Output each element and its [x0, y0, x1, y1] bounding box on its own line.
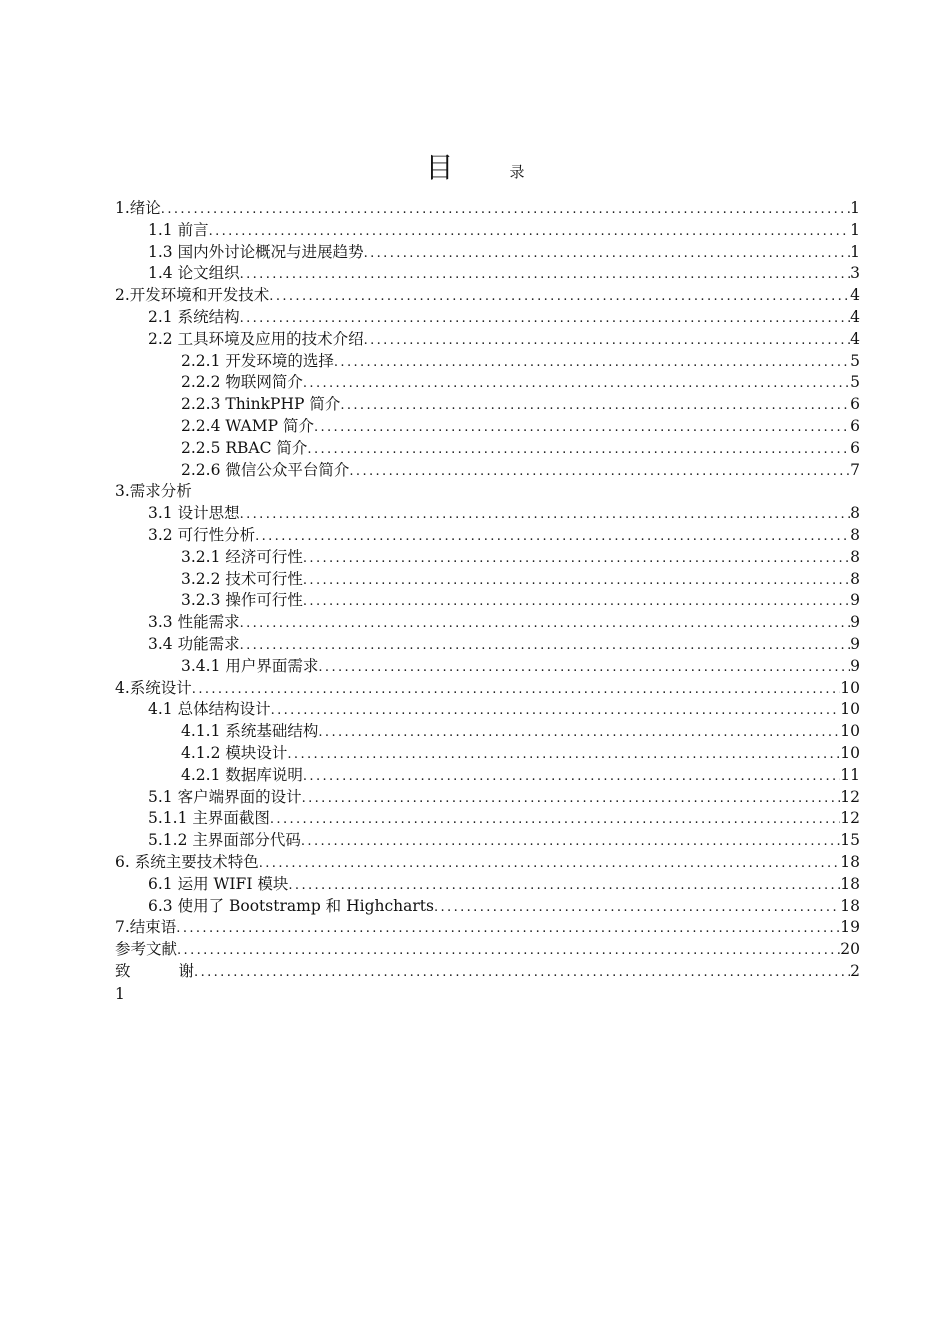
leader-dots	[270, 809, 840, 831]
toc-label: 3.2.2 技术可行性	[181, 569, 303, 588]
toc-page: 4	[850, 307, 860, 326]
ack-char-1: 致	[115, 961, 131, 980]
toc-entry[interactable]	[115, 917, 860, 939]
toc-page: 3	[850, 264, 860, 283]
toc-entry[interactable]	[115, 438, 860, 460]
leader-dots	[349, 461, 850, 483]
toc-entry[interactable]	[115, 612, 860, 634]
toc-page: 6	[850, 395, 860, 414]
toc-entry[interactable]	[115, 372, 860, 394]
toc-entry[interactable]	[115, 503, 860, 525]
toc-page: 10	[840, 678, 860, 697]
toc-entry[interactable]	[115, 351, 860, 373]
toc-label-acknowledgement	[115, 961, 194, 983]
leader-dots	[240, 613, 851, 635]
toc-entry[interactable]	[115, 329, 860, 351]
leader-dots	[303, 570, 850, 592]
toc-label: 2.1 系统结构	[148, 307, 240, 326]
toc-entry[interactable]	[115, 961, 860, 983]
leader-dots	[255, 526, 850, 548]
toc-page: 4	[850, 329, 860, 348]
toc-page: 12	[840, 809, 860, 828]
toc-label: 2.2.6 微信公众平台简介	[181, 460, 350, 479]
leader-dots	[303, 766, 840, 788]
toc-label: 5.1.2 主界面部分代码	[148, 831, 301, 850]
toc-entry[interactable]	[115, 874, 860, 896]
leader-dots	[161, 199, 850, 221]
toc-label: 4.1 总体结构设计	[148, 700, 271, 719]
toc-page: 18	[840, 896, 860, 915]
toc-entry[interactable]	[115, 939, 860, 961]
toc-page: 6	[850, 416, 860, 435]
toc-entry[interactable]	[115, 634, 860, 656]
toc-entry[interactable]	[115, 852, 860, 874]
leader-dots	[301, 831, 840, 853]
toc-entry[interactable]	[115, 699, 860, 721]
toc-page: 4	[850, 286, 860, 305]
ack-char-2: 谢	[178, 961, 195, 980]
leader-dots	[269, 286, 850, 308]
toc-page: 9	[850, 634, 860, 653]
toc-label: 3.3 性能需求	[148, 613, 240, 632]
toc-page: 5	[850, 373, 860, 392]
leader-dots	[314, 417, 850, 439]
toc-entry[interactable]	[115, 830, 860, 852]
toc-label: 3.4 功能需求	[148, 634, 240, 653]
toc-page: 10	[840, 743, 860, 762]
leader-dots	[334, 352, 850, 374]
toc-entry[interactable]	[115, 590, 860, 612]
leader-dots	[240, 308, 851, 330]
toc-label: 4.2.1 数据库说明	[181, 765, 303, 784]
toc-label: 2.2.1 开发环境的选择	[181, 351, 334, 370]
leader-dots	[271, 700, 841, 722]
toc-entry[interactable]	[115, 525, 860, 547]
toc-entry[interactable]	[115, 220, 860, 242]
toc-page: 10	[840, 722, 860, 741]
toc-entry[interactable]	[115, 787, 860, 809]
toc-page: 18	[840, 874, 860, 893]
toc-entry[interactable]	[115, 242, 860, 264]
toc-label: 4.1.2 模块设计	[181, 743, 288, 762]
toc-page: 9	[850, 613, 860, 632]
toc-label: 3.2 可行性分析	[148, 525, 256, 544]
toc-page: 19	[840, 918, 860, 937]
toc-page: 6	[850, 438, 860, 457]
toc-page: 9	[850, 591, 860, 610]
toc-entry[interactable]	[115, 547, 860, 569]
leader-dots	[340, 395, 850, 417]
toc-entry[interactable]	[115, 394, 860, 416]
leader-dots	[259, 853, 841, 875]
leader-dots	[364, 243, 851, 265]
table-of-contents	[115, 198, 860, 983]
toc-label: 6.1 运用 WIFI 模块	[148, 874, 289, 893]
toc-entry[interactable]	[115, 481, 860, 503]
leader-dots	[364, 330, 851, 352]
toc-page: 18	[840, 852, 860, 871]
toc-label: 7.结束语	[115, 918, 177, 937]
toc-label: 2.2.4 WAMP 简介	[181, 416, 314, 435]
leader-dots	[303, 548, 850, 570]
leader-dots	[318, 657, 850, 679]
leader-dots	[240, 635, 851, 657]
page-number-tail: 1	[115, 985, 125, 1003]
toc-title	[0, 146, 950, 186]
toc-page: 8	[850, 525, 860, 544]
leader-dots	[303, 591, 850, 613]
leader-dots	[240, 504, 851, 526]
toc-label: 4.系统设计	[115, 678, 192, 697]
toc-page: 9	[850, 656, 860, 675]
toc-label: 3.4.1 用户界面需求	[181, 656, 319, 675]
leader-dots	[176, 918, 840, 940]
toc-page: 10	[840, 700, 860, 719]
toc-label: 3.1 设计思想	[148, 504, 240, 523]
leader-dots	[288, 875, 840, 897]
toc-label: 4.1.1 系统基础结构	[181, 722, 319, 741]
toc-label: 3.2.3 操作可行性	[181, 591, 303, 610]
toc-page: 11	[840, 765, 860, 784]
toc-page: 8	[850, 547, 860, 566]
toc-entry[interactable]	[115, 656, 860, 678]
toc-label: 3.需求分析	[115, 482, 192, 501]
toc-page: 20	[840, 940, 860, 959]
toc-label: 3.2.1 经济可行性	[181, 547, 303, 566]
toc-page: 1	[850, 199, 860, 217]
toc-entry[interactable]	[115, 285, 860, 307]
toc-label: 6. 系统主要技术特色	[115, 852, 259, 871]
toc-page: 2	[850, 961, 860, 980]
toc-label: 2.2 工具环境及应用的技术介绍	[148, 329, 364, 348]
toc-page: 8	[850, 504, 860, 523]
toc-entry[interactable]	[115, 569, 860, 591]
leader-dots	[240, 264, 851, 286]
leader-dots	[194, 962, 850, 984]
toc-page: 15	[840, 831, 860, 850]
toc-label: 参考文献	[115, 940, 178, 959]
toc-entry[interactable]	[115, 896, 860, 918]
leader-dots	[303, 373, 850, 395]
toc-page: 1	[850, 242, 860, 261]
toc-page: 7	[850, 460, 860, 479]
toc-label: 1.绪论	[115, 199, 161, 217]
leader-dots	[209, 221, 851, 243]
toc-label: 5.1 客户端界面的设计	[148, 787, 302, 806]
leader-dots	[192, 679, 840, 701]
toc-entry[interactable]	[115, 721, 860, 743]
leader-dots	[302, 788, 841, 810]
toc-label: 1.4 论文组织	[148, 264, 240, 283]
toc-entry[interactable]	[115, 307, 860, 329]
toc-page: 12	[840, 787, 860, 806]
leader-dots	[177, 940, 840, 962]
toc-page: 1	[850, 220, 860, 239]
title-char-2: 录	[509, 163, 525, 181]
title-char-1: 目	[425, 151, 454, 184]
toc-label: 6.3 使用了 Bootstramp 和 Highcharts	[148, 896, 434, 915]
leader-dots	[307, 439, 850, 461]
toc-entry[interactable]	[115, 263, 860, 285]
toc-entry[interactable]	[115, 808, 860, 830]
leader-dots	[434, 897, 840, 919]
toc-entry[interactable]	[115, 416, 860, 438]
toc-label: 2.2.3 ThinkPHP 简介	[181, 395, 341, 414]
toc-entry[interactable]	[115, 460, 860, 482]
toc-label: 1.3 国内外讨论概况与进展趋势	[148, 242, 364, 261]
toc-entry[interactable]	[115, 198, 860, 220]
toc-page: 8	[850, 569, 860, 588]
toc-label: 2.2.5 RBAC 简介	[181, 438, 308, 457]
toc-label: 2.开发环境和开发技术	[115, 286, 270, 305]
toc-entry[interactable]	[115, 765, 860, 787]
toc-page: 5	[850, 351, 860, 370]
leader-dots	[287, 744, 840, 766]
toc-entry[interactable]	[115, 678, 860, 700]
toc-label: 1.1 前言	[148, 220, 209, 239]
leader-dots	[318, 722, 840, 744]
toc-entry[interactable]	[115, 743, 860, 765]
toc-label: 2.2.2 物联网简介	[181, 373, 303, 392]
toc-label: 5.1.1 主界面截图	[148, 809, 270, 828]
